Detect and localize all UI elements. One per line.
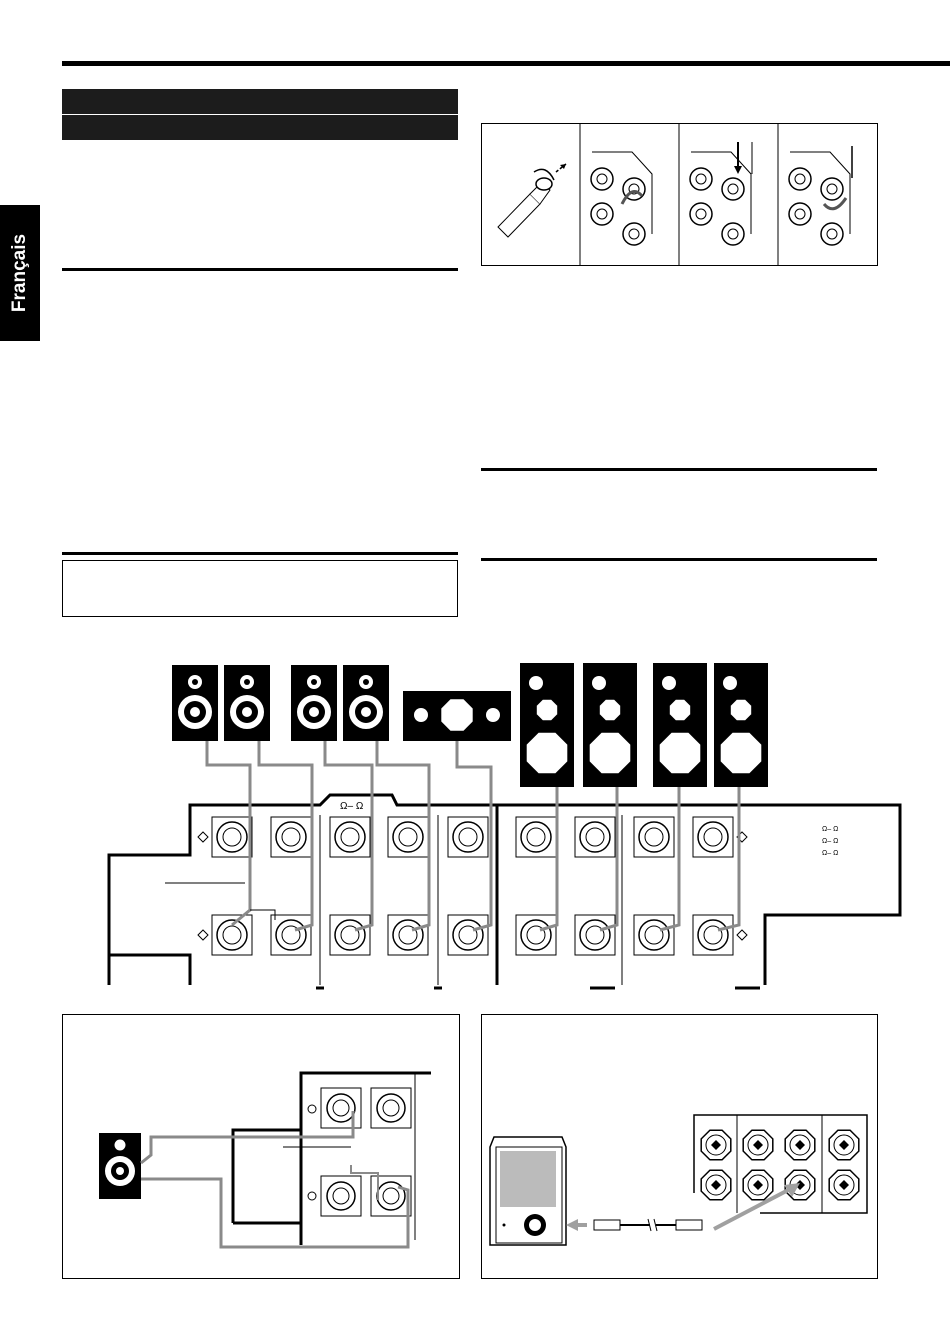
speaker-icon: [291, 665, 337, 741]
speaker-terminal: [634, 915, 674, 955]
speaker-terminal: [516, 817, 556, 857]
terminal-unscrew-icon: [591, 152, 652, 245]
speaker-terminal: [388, 817, 428, 857]
center-speaker-icon: [403, 691, 511, 741]
section-rule: [481, 558, 877, 561]
speaker-terminal: [330, 915, 370, 955]
rca-jack: [829, 1130, 859, 1160]
rca-jack: [743, 1170, 773, 1200]
section-rule: [62, 268, 458, 271]
arrow-icon: [566, 1219, 578, 1231]
diamond-marker: [737, 930, 747, 940]
terminal-jacks: [198, 817, 747, 955]
speaker-terminal: [575, 915, 615, 955]
terminal-tighten-icon: [789, 146, 852, 245]
speaker-terminal: [388, 915, 428, 955]
speaker-wiring-diagram: [0, 655, 950, 995]
speaker-icon: [172, 665, 218, 741]
single-speaker-inset: [62, 1014, 460, 1279]
top-rule: [62, 61, 950, 66]
section-rule: [481, 468, 877, 471]
speaker-cable: [718, 787, 739, 930]
diamond-marker: [198, 832, 208, 842]
rca-jack: [743, 1130, 773, 1160]
speaker-terminal: [693, 817, 733, 857]
speaker-terminal: [212, 915, 252, 955]
speaker-cable: [540, 787, 557, 930]
speaker-terminal: [212, 817, 252, 857]
speaker-terminal: [693, 915, 733, 955]
speaker-terminal: [330, 817, 370, 857]
speaker-cable: [600, 787, 617, 930]
speaker-terminal: [448, 817, 488, 857]
rca-jack: [701, 1170, 731, 1200]
diamond-marker: [198, 930, 208, 940]
impedance-label: Ω– Ω: [340, 801, 364, 812]
rca-jack: [701, 1130, 731, 1160]
speaker-cable: [660, 787, 679, 930]
note-box: [62, 560, 458, 617]
rca-jack: [785, 1130, 815, 1160]
speaker-terminal: [271, 915, 311, 955]
pre-out-jacks: [701, 1130, 859, 1200]
speaker-terminal: [516, 915, 556, 955]
rca-jack: [829, 1170, 859, 1200]
speaker-icon: [583, 663, 637, 787]
speaker-icon: [714, 663, 768, 787]
speaker-terminal: [271, 817, 311, 857]
language-tab[interactable]: [0, 205, 40, 341]
speaker-icon: [520, 663, 574, 787]
impedance-row: Ω– Ω: [822, 838, 839, 845]
impedance-table: [822, 826, 838, 857]
subwoofer-inset: [481, 1014, 878, 1279]
speaker-icon: [343, 665, 389, 741]
section-heading-bar: [62, 89, 458, 114]
terminal-jacks: [308, 1088, 411, 1216]
screwdriver-icon: [498, 164, 566, 237]
speaker-terminal: [634, 817, 674, 857]
speaker-terminal: [575, 817, 615, 857]
section-rule: [62, 552, 458, 555]
language-label: Français: [9, 233, 30, 313]
terminal-insert-icon: [690, 142, 752, 245]
speaker-icon: [99, 1133, 141, 1199]
speaker-icon: [653, 663, 707, 787]
subwoofer-icon: [490, 1137, 566, 1245]
section-subheading-bar: [62, 115, 458, 140]
terminal-steps-panel: [481, 123, 878, 266]
speaker-terminal: [448, 915, 488, 955]
impedance-row: Ω– Ω: [822, 826, 839, 833]
speaker-icon: [224, 665, 270, 741]
impedance-row: Ω– Ω: [822, 850, 839, 857]
